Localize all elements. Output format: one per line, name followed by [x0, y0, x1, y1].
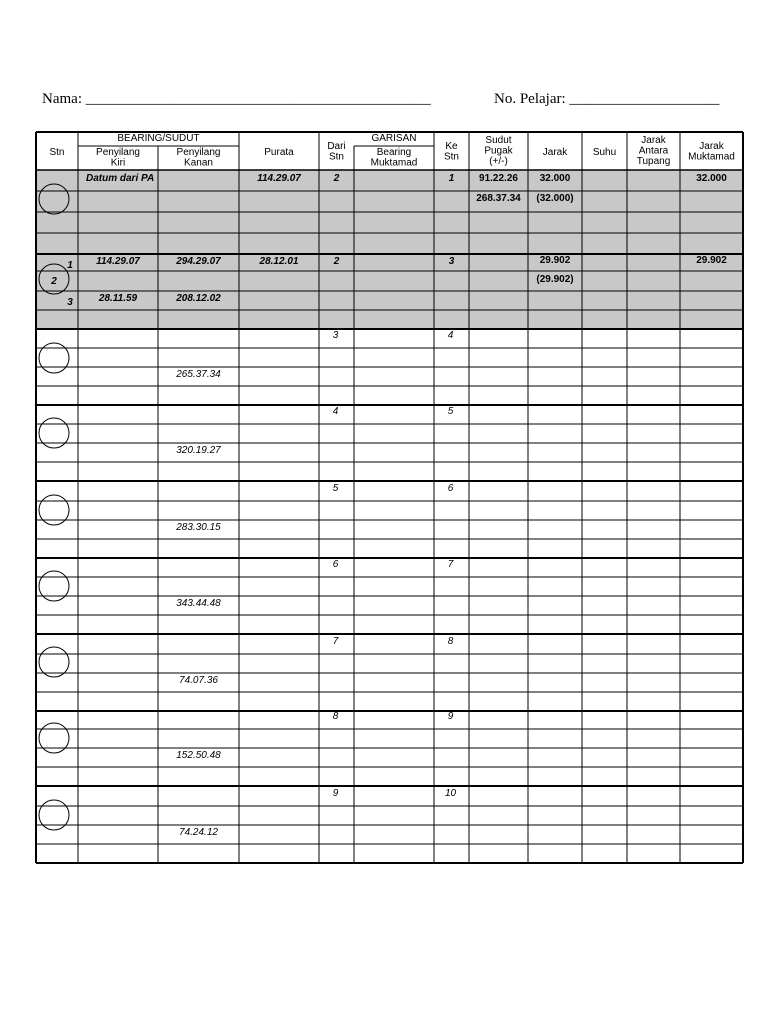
header-ke-stn-line-0: Ke — [445, 141, 458, 152]
block2-row2-jarak: (29.902) — [536, 274, 574, 285]
station-3-ke-stn: 4 — [447, 330, 454, 341]
header-jarak-antara-tupang-line-0: Jarak — [641, 135, 666, 146]
block1-jarak-2: (32.000) — [536, 193, 574, 204]
header-dari-stn-line-0: Dari — [327, 141, 346, 152]
header-jarak-antara-tupang-line-1: Antara — [638, 145, 669, 157]
station-4-dari-stn: 4 — [332, 406, 339, 417]
header-stn: Stn — [49, 147, 65, 158]
header-sudut-pugak-line-0: Sudut — [485, 135, 512, 146]
block1-sudut-pugak-1: 91.22.26 — [479, 173, 518, 184]
block2-row1-ke-stn: 3 — [448, 256, 455, 267]
header-penyilang-kanan-line-1: Kanan — [184, 157, 213, 169]
header-penyilang-kiri-line-0: Penyilang — [96, 147, 140, 158]
header-bearing-sudut: BEARING/SUDUT — [117, 133, 200, 144]
station-6-penyilang-kanan: 343.44.48 — [176, 598, 221, 609]
station-5-dari-stn: 5 — [332, 483, 339, 494]
station-6-dari-stn: 6 — [332, 559, 339, 570]
station-8-ke-stn: 9 — [447, 711, 454, 722]
station-6-ke-stn: 7 — [447, 559, 454, 570]
header-purata: Purata — [264, 147, 294, 158]
station-9-penyilang-kanan: 74.24.12 — [179, 827, 218, 838]
block2-row1-dari-stn: 2 — [333, 256, 340, 267]
block2-row1-jarak: 29.902 — [539, 255, 571, 266]
header-jarak: Jarak — [542, 147, 568, 158]
header-sudut-pugak-line-1: Pugak — [484, 145, 513, 157]
station-8-penyilang-kanan: 152.50.48 — [176, 750, 221, 761]
station-7-ke-stn: 8 — [447, 636, 454, 647]
header-jarak-antara-tupang-line-2: Tupang — [636, 156, 671, 167]
station-7-dari-stn: 7 — [332, 636, 339, 647]
block1-sudut-pugak-2: 268.37.34 — [476, 193, 521, 204]
block1-jarak-1: 32.000 — [539, 173, 571, 184]
header-suhu: Suhu — [592, 147, 617, 158]
block1-jarak-muktamad: 32.000 — [696, 173, 727, 184]
header-sudut-pugak-line-2: (+/-) — [489, 156, 508, 167]
block1-purata: 114.29.07 — [257, 173, 301, 184]
block1-ke-stn: 1 — [448, 173, 455, 184]
block2-row1-purata: 28.12.01 — [259, 256, 299, 267]
station-9-ke-stn: 10 — [444, 788, 457, 799]
no-pelajar-field[interactable]: No. Pelajar: ____________________ — [494, 91, 720, 107]
station-8-dari-stn: 8 — [332, 711, 339, 722]
header-penyilang-kiri-line-1: Kiri — [110, 157, 126, 169]
block1-datum: Datum dari PA — [86, 173, 155, 184]
station-5-penyilang-kanan: 283.30.15 — [176, 522, 221, 533]
station-7-penyilang-kanan: 74.07.36 — [179, 675, 218, 686]
header-ke-stn-line-1: Stn — [443, 151, 460, 163]
header-bearing-muktamad-line-1: Muktamad — [370, 157, 418, 169]
station-3-dari-stn: 3 — [332, 330, 339, 341]
block2-row1-kanan: 294.29.07 — [176, 256, 221, 267]
header-penyilang-kanan-line-0: Penyilang — [176, 147, 221, 158]
station-9-dari-stn: 9 — [332, 788, 339, 799]
station-5-ke-stn: 6 — [447, 483, 454, 494]
block2-row1-kiri: 114.29.07 — [96, 256, 140, 267]
station-4-ke-stn: 5 — [447, 406, 454, 417]
header-jarak-muktamad-line-1: Muktamad — [688, 151, 735, 163]
header-jarak-muktamad-line-0: Jarak — [699, 141, 724, 152]
header-bearing-muktamad-line-0: Bearing — [376, 147, 412, 158]
block2-row1-label: 1 — [67, 260, 73, 271]
block2-row3-label: 3 — [67, 297, 73, 308]
block2-station-label: 2 — [51, 276, 57, 287]
nama-field[interactable]: Nama: ______________________________________________ — [42, 91, 431, 107]
block2-row3-kanan: 208.12.02 — [176, 293, 221, 304]
station-3-penyilang-kanan: 265.37.34 — [176, 369, 221, 380]
header-garisan: GARISAN — [371, 133, 417, 144]
block2-row3-kiri: 28.11.59 — [98, 293, 138, 304]
block1-dari-stn: 2 — [333, 173, 340, 184]
header-dari-stn-line-1: Stn — [328, 151, 345, 163]
block2-row1-jarak-muktamad: 29.902 — [696, 255, 727, 266]
station-4-penyilang-kanan: 320.19.27 — [176, 445, 221, 456]
